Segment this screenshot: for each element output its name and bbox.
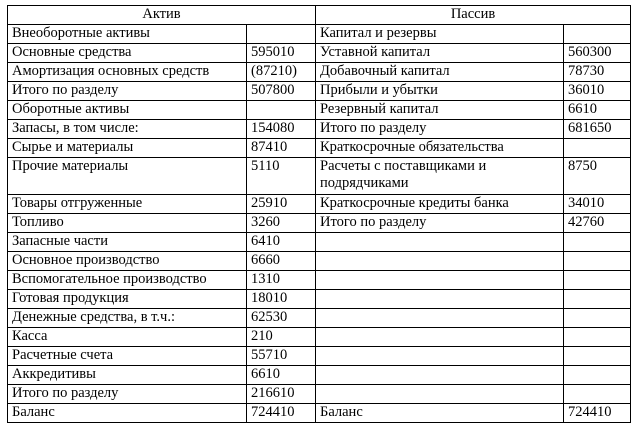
- asset-label: Вспомогательное производство: [8, 271, 247, 290]
- liability-label: [316, 347, 564, 366]
- liability-label: [316, 271, 564, 290]
- table-row: [8, 25, 631, 44]
- asset-label: Касса: [8, 328, 247, 347]
- liability-value: [564, 309, 631, 328]
- balance-sheet-table: [7, 5, 631, 423]
- liability-label: Добавочный капитал: [316, 63, 564, 82]
- liability-label: [316, 328, 564, 347]
- asset-label: Расчетные счета: [8, 347, 247, 366]
- table-row: [8, 233, 631, 252]
- liability-label: Уставной капитал: [316, 44, 564, 63]
- liability-value: 42760: [564, 214, 631, 233]
- asset-label: Баланс: [8, 404, 247, 423]
- table-row: [8, 139, 631, 158]
- asset-value: 18010: [247, 290, 316, 309]
- table-row: [8, 195, 631, 214]
- asset-value: 87410: [247, 139, 316, 158]
- liability-label: [316, 366, 564, 385]
- table-row: [8, 252, 631, 271]
- asset-value: 724410: [247, 404, 316, 423]
- liability-value: 560300: [564, 44, 631, 63]
- liability-label: Итого по разделу: [316, 120, 564, 139]
- table-row: [8, 347, 631, 366]
- asset-value: 210: [247, 328, 316, 347]
- liability-value: [564, 233, 631, 252]
- asset-label: Готовая продукция: [8, 290, 247, 309]
- liability-label: [316, 252, 564, 271]
- liability-value: [564, 385, 631, 404]
- table-row: [8, 271, 631, 290]
- liability-value: [564, 252, 631, 271]
- asset-label: Сырье и материалы: [8, 139, 247, 158]
- liability-value: [564, 139, 631, 158]
- table-row: [8, 101, 631, 120]
- liability-label: Капитал и резервы: [316, 25, 564, 44]
- balance-total-row: [8, 404, 631, 423]
- liability-label: Баланс: [316, 404, 564, 423]
- asset-value: 6410: [247, 233, 316, 252]
- liability-value: 34010: [564, 195, 631, 214]
- table-row: [8, 309, 631, 328]
- asset-label: Топливо: [8, 214, 247, 233]
- asset-value: 216610: [247, 385, 316, 404]
- table-row: [8, 120, 631, 139]
- asset-value: 3260: [247, 214, 316, 233]
- table-row: [8, 328, 631, 347]
- liability-label: Краткосрочные кредиты банка: [316, 195, 564, 214]
- asset-value: 595010: [247, 44, 316, 63]
- asset-label: Итого по разделу: [8, 385, 247, 404]
- table-row: [8, 82, 631, 101]
- asset-value: 62530: [247, 309, 316, 328]
- table-row: [8, 385, 631, 404]
- asset-value: 154080: [247, 120, 316, 139]
- asset-label: Запасы, в том числе:: [8, 120, 247, 139]
- liability-value: [564, 290, 631, 309]
- liability-value: [564, 271, 631, 290]
- liability-value: 78730: [564, 63, 631, 82]
- liability-label: Резервный капитал: [316, 101, 564, 120]
- asset-value: 55710: [247, 347, 316, 366]
- liability-label: [316, 385, 564, 404]
- table-row: [8, 214, 631, 233]
- asset-value: (87210): [247, 63, 316, 82]
- liability-label: [316, 290, 564, 309]
- table-row: [8, 44, 631, 63]
- liability-value: 36010: [564, 82, 631, 101]
- liability-label: [316, 309, 564, 328]
- liability-value: [564, 25, 631, 44]
- asset-label: Аккредитивы: [8, 366, 247, 385]
- asset-value: 6660: [247, 252, 316, 271]
- liabilities-header: Пассив: [316, 6, 631, 25]
- asset-value: 1310: [247, 271, 316, 290]
- liability-label: Расчеты с поставщиками и подрядчиками: [316, 158, 564, 195]
- assets-header: Актив: [8, 6, 316, 25]
- asset-value: [247, 25, 316, 44]
- asset-label: Основные средства: [8, 44, 247, 63]
- asset-label: Итого по разделу: [8, 82, 247, 101]
- table-row: [8, 366, 631, 385]
- asset-label: Оборотные активы: [8, 101, 247, 120]
- liability-value: [564, 328, 631, 347]
- liability-value: [564, 347, 631, 366]
- asset-value: 507800: [247, 82, 316, 101]
- asset-value: 6610: [247, 366, 316, 385]
- liability-value: [564, 366, 631, 385]
- liability-label: Итого по разделу: [316, 214, 564, 233]
- asset-label: Денежные средства, в т.ч.:: [8, 309, 247, 328]
- asset-label: Внеоборотные активы: [8, 25, 247, 44]
- asset-label: Прочие материалы: [8, 158, 247, 195]
- liability-value: 724410: [564, 404, 631, 423]
- asset-label: Запасные части: [8, 233, 247, 252]
- liability-label: [316, 233, 564, 252]
- table-row: [8, 158, 631, 195]
- liability-value: 681650: [564, 120, 631, 139]
- liability-value: 6610: [564, 101, 631, 120]
- liability-value: 8750: [564, 158, 631, 195]
- table-row: [8, 63, 631, 82]
- asset-label: Амортизация основных средств: [8, 63, 247, 82]
- asset-value: 5110: [247, 158, 316, 195]
- asset-label: Товары отгруженные: [8, 195, 247, 214]
- table-row: [8, 290, 631, 309]
- table-header-row: [8, 6, 631, 25]
- asset-value: [247, 101, 316, 120]
- liability-label: Прибыли и убытки: [316, 82, 564, 101]
- asset-value: 25910: [247, 195, 316, 214]
- liability-label: Краткосрочные обязательства: [316, 139, 564, 158]
- asset-label: Основное производство: [8, 252, 247, 271]
